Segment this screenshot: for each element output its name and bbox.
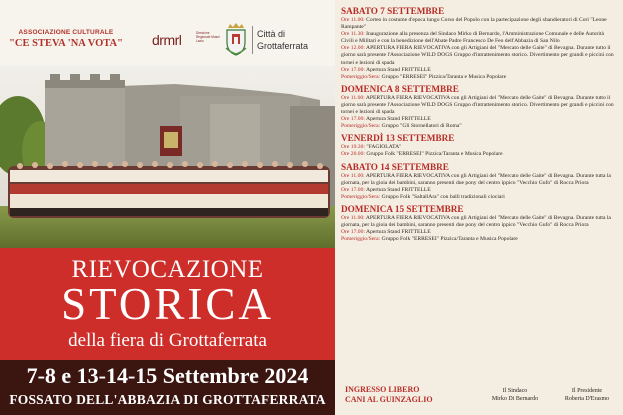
schedule-event <box>341 116 617 123</box>
schedule-event-text: Gruppo "Gli Stornellatori di Roma" <box>381 123 462 130</box>
schedule-event-time: Ore 19.30: <box>341 144 365 151</box>
schedule-event-time: Ore 11.30: <box>341 31 365 38</box>
schedule-day-heading: SABATO 7 SETTEMBRE <box>341 6 445 16</box>
schedule-event <box>341 194 617 201</box>
schedule-event-time: Ore 17.00: <box>341 116 365 123</box>
schedule-event-text: Apertura Stand FRITTELLE <box>366 66 431 73</box>
schedule-event-time: Ore 17.00: <box>341 186 365 193</box>
event-venue: FOSSATO DELL'ABBAZIA DI GROTTAFERRATA <box>9 392 326 407</box>
schedule-event <box>341 229 617 236</box>
schedule-event <box>341 17 617 31</box>
entry-info <box>345 385 433 405</box>
schedule-event-text: Apertura Stand FRITTELLE <box>366 229 431 236</box>
schedule-event-text: Apertura Stand FRITTELLE <box>366 186 431 193</box>
schedule-event <box>341 187 617 194</box>
schedule-event-time: Ore 12.00: <box>341 45 365 52</box>
poster-footer <box>335 381 623 415</box>
schedule-event-text: APERTURA FIERA RIEVOCATIVA con gli Artigiani del "Mercato delle Gaite" di Bevagna. Durante tutto il giorno sarà presente l'Associazione WILD DOGS Gruppo d'intrattenimento storico. Divertimento per grandi e piccini con tornei e lezioni di spada <box>341 94 614 116</box>
schedule-event-time: Ore 17.00: <box>341 229 365 236</box>
title-line-rievocazione: RIEVOCAZIONE <box>71 256 264 283</box>
schedule-event-time: Pomeriggio/Sera: <box>341 236 381 243</box>
mayor-role: Il Sindaco <box>502 388 528 394</box>
association-name: "CE STEVA 'NA VOTA" <box>9 38 123 49</box>
schedule-day-heading: SABATO 14 SETTEMBRE <box>341 161 449 172</box>
schedule-event <box>341 31 617 45</box>
schedule-event <box>341 95 617 116</box>
event-dates: 7-8 e 13-14-15 Settembre 2024 <box>26 363 309 388</box>
president-role: Il Presidente <box>571 388 603 394</box>
title-line-storica: STORICA <box>61 279 274 329</box>
schedule-event-text: APERTURA FIERA RIEVOCATIVA con gli Artigiani del "Mercato delle Gaite" di Bevagna. Durante tutta la giornata, per la gioia dei bambini, saranno presenti due pony del centro ippico "Vecchio Gufo" di Rocca Priora <box>341 214 611 228</box>
schedule-event-text: Apertura Stand FRITTELLE <box>366 116 431 123</box>
city-label: Città di <box>257 29 286 39</box>
schedule-event-text: APERTURA FIERA RIEVOCATIVA con gli Artigiani del "Mercato delle Gaite" di Bevagna. Durante tutta la giornata, per la gioia dei bambini, saranno presenti due pony del centro ippico "Vecchio Gufo" di Rocca Priora <box>341 172 611 186</box>
schedule-event-time: Pomeriggio/Sera: <box>341 73 381 80</box>
schedule-day-heading: VENERDÌ 13 SETTEMBRE <box>341 133 455 144</box>
schedule-event <box>341 67 617 74</box>
dmrl-caption: Direzione Regionale Musei Lazio <box>196 31 220 43</box>
mayor-name: Mirko Di Bernardo <box>491 396 539 402</box>
schedule-panel <box>335 0 623 415</box>
schedule-day-heading: DOMENICA 8 SETTEMBRE <box>341 83 459 94</box>
header-divider <box>252 26 253 54</box>
schedule-event-text: Gruppo Folk "ERRESEI" Pizzica/Taranta e Musica Popolare <box>381 236 518 243</box>
mayor-signature <box>485 387 545 403</box>
schedule-event-time: Ore 11.00: <box>341 17 365 23</box>
schedule-event <box>341 144 617 151</box>
schedule-event <box>341 215 617 229</box>
city-name: Grottaferrata <box>257 41 309 51</box>
entry-free: INGRESSO LIBERO <box>345 385 420 394</box>
schedule-event-text: Inaugurazione alla presenza del Sindaco Mirko di Bernardo, l'Amministrazione Comunale e delle Autorità Civili e Militari e con la benedizione dell'Abate Padre Francesco De Feo dell'Abbazia di San Nilo <box>341 31 605 45</box>
schedule-event-text: Gruppo "ERRESEI" Pizzica/Taranta e Musica Popolare <box>381 73 507 80</box>
schedule-event-text: Corteo in costume d'epoca lungo Corso del Popolo con la partecipazione degli sbandieratori di Cori "Leone Rampante" <box>341 17 607 31</box>
schedule-event <box>341 45 617 66</box>
schedule-event-time: Ore 17.00: <box>341 66 365 73</box>
schedule-event-time: Ore 20.00: <box>341 151 365 158</box>
schedule-event <box>341 74 617 81</box>
schedule-event-text: APERTURA FIERA RIEVOCATIVA con gli Artigiani del "Mercato delle Gaite" di Bevagna. Durante tutto il giorno sarà presente l'Associazione WILD DOGS Gruppo d'intrattenimento storico. Divertimento per grandi e piccini con tornei e lezioni di spada <box>341 45 614 66</box>
association-label: ASSOCIAZIONE CULTURALE <box>18 29 114 36</box>
schedule-event-text: Gruppo Folk "SaltallAra" con balli tradizionali ciociari <box>381 193 505 200</box>
schedule-event-text: Gruppo Folk "ERRESEI" Pizzica/Taranta e Musica Popolare <box>366 151 503 158</box>
schedule-day-heading: DOMENICA 15 SETTEMBRE <box>341 203 464 214</box>
group-photo <box>0 66 335 248</box>
city-crest-icon <box>224 22 248 56</box>
president-name: Roberta D'Erasmo <box>564 396 610 402</box>
schedule-event-text: "FAGIOLATA" <box>366 144 402 151</box>
schedule-event <box>341 236 617 243</box>
president-signature <box>557 387 617 403</box>
schedule-event <box>341 123 617 130</box>
schedule-event-time: Ore 11.00: <box>341 214 365 221</box>
schedule-event <box>341 151 617 158</box>
dmrl-logo-icon: drmrl <box>152 32 182 48</box>
title-subtitle: della fiera di Grottaferrata <box>68 330 267 351</box>
schedule-event-time: Ore 11.00: <box>341 94 365 101</box>
schedule-event-time: Pomeriggio/Sera: <box>341 193 381 200</box>
schedule-event-time: Pomeriggio/Sera: <box>341 123 381 130</box>
schedule-event <box>341 173 617 187</box>
dogs-leash: CANI AL GUINZAGLIO <box>345 395 433 404</box>
schedule-event-time: Ore 11.00: <box>341 172 365 179</box>
